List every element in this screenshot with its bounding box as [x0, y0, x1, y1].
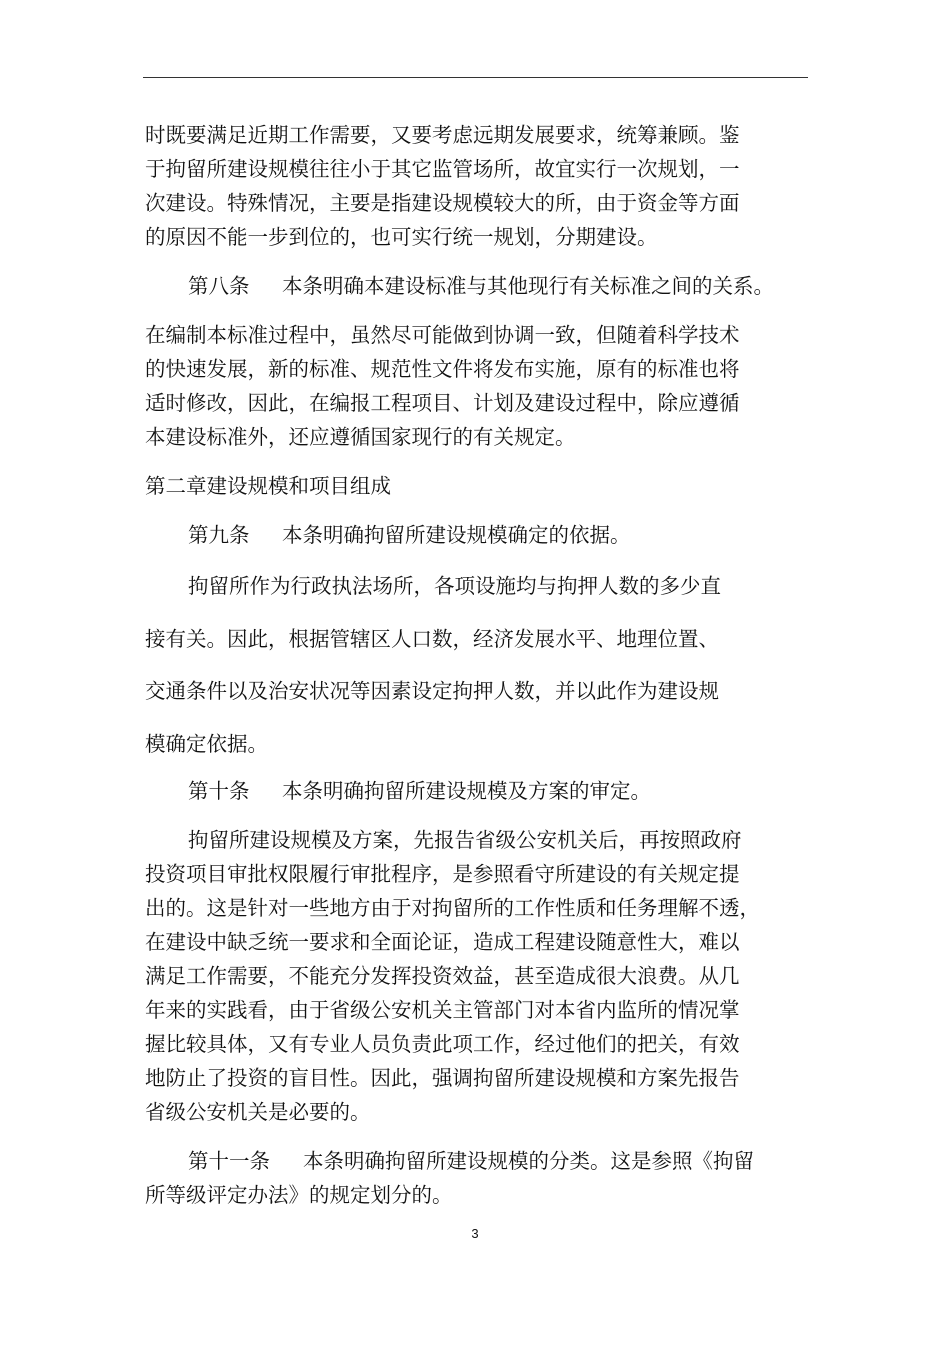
- paragraph-standards: [145, 318, 810, 454]
- article-label: 第八条: [188, 274, 250, 298]
- page-number: 3: [471, 1226, 479, 1241]
- article-label: 第九条: [188, 523, 250, 547]
- header-rule: [143, 77, 808, 78]
- article-label: 第十一条: [188, 1149, 270, 1173]
- text-line: 地防止了投资的盲目性。因此，强调拘留所建设规模和方案先报告: [145, 1066, 740, 1090]
- paragraph-approval: [145, 823, 810, 1129]
- article-10: [145, 774, 810, 808]
- article-text: 本条明确拘留所建设规模及方案的审定。: [282, 779, 651, 803]
- article-11: [145, 1144, 810, 1212]
- article-text: 本条明确本建设标准与其他现行有关标准之间的关系。: [282, 274, 774, 298]
- document-body: [145, 118, 810, 1212]
- text-line: 接有关。因此，根据管辖区人口数，经济发展水平、地理位置、: [145, 626, 719, 651]
- text-line: 交通条件以及治安状况等因素设定拘押人数，并以此作为建设规: [145, 679, 719, 703]
- text-line: 在编制本标准过程中，虽然尽可能做到协调一致，但随着科学技术: [145, 323, 740, 347]
- article-text: 本条明确拘留所建设规模确定的依据。: [282, 523, 631, 547]
- text-line: 握比较具体，又有专业人员负责此项工作，经过他们的把关，有效: [145, 1032, 740, 1056]
- article-9: [145, 518, 810, 552]
- article-label: 第十条: [188, 779, 250, 803]
- text-line: 的原因不能一步到位的，也可实行统一规划，分期建设。: [145, 225, 658, 249]
- text-line: 于拘留所建设规模往往小于其它监管场所，故宜实行一次规划，一: [145, 157, 740, 181]
- text-line: 的快速发展，新的标准、规范性文件将发布实施，原有的标准也将: [145, 357, 740, 381]
- text-line: 满足工作需要，不能充分发挥投资效益，甚至造成很大浪费。从几: [145, 964, 740, 988]
- article-text: 本条明确拘留所建设规模的分类。这是参照《拘留: [303, 1149, 754, 1173]
- text-line: 时既要满足近期工作需要，又要考虑远期发展要求，统筹兼顾。鉴: [145, 123, 740, 147]
- text-line: 拘留所作为行政执法场所，各项设施均与拘押人数的多少直: [188, 574, 721, 598]
- article-8: [145, 269, 810, 303]
- text-line: 在建设中缺乏统一要求和全面论证，造成工程建设随意性大，难以: [145, 930, 740, 954]
- text-line: 年来的实践看，由于省级公安机关主管部门对本省内监所的情况掌: [145, 998, 740, 1022]
- text-line: 本建设标准外，还应遵循国家现行的有关规定。: [145, 425, 576, 449]
- text-line: 拘留所建设规模及方案，先报告省级公安机关后，再按照政府: [188, 828, 742, 852]
- chapter-heading: 第二章建设规模和项目组成: [145, 474, 391, 498]
- paragraph-scale-basis: [145, 560, 810, 770]
- text-line: 模确定依据。: [145, 731, 268, 756]
- text-line: 投资项目审批权限履行审批程序，是参照看守所建设的有关规定提: [145, 862, 740, 886]
- text-line: 适时修改，因此，在编报工程项目、计划及建设过程中，除应遵循: [145, 391, 740, 415]
- text-line: 所等级评定办法》的规定划分的。: [145, 1183, 453, 1207]
- text-line: 出的。这是针对一些地方由于对拘留所的工作性质和任务理解不透，: [145, 896, 760, 920]
- text-line: 次建设。特殊情况，主要是指建设规模较大的所，由于资金等方面: [145, 191, 740, 215]
- paragraph-continued: [145, 118, 810, 254]
- text-line: 省级公安机关是必要的。: [145, 1100, 371, 1124]
